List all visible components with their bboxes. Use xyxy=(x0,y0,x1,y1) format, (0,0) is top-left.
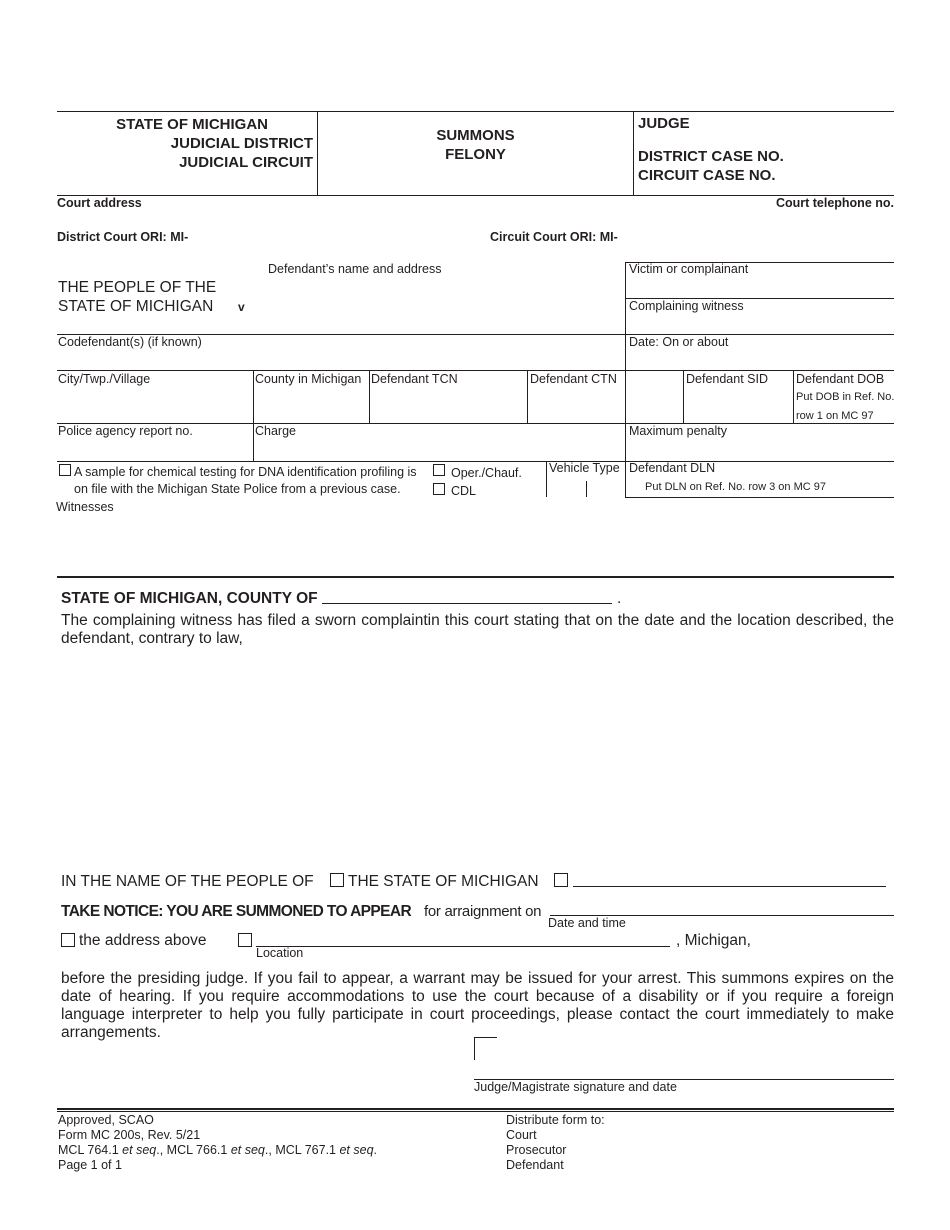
police-report-label: Police agency report no. xyxy=(58,424,193,438)
arraignment-date-time-input[interactable] xyxy=(552,900,892,915)
signature-corner-vertical xyxy=(474,1037,475,1060)
tcn-ctn-divider xyxy=(527,370,528,423)
sid-label: Defendant SID xyxy=(686,372,768,386)
date-label: Date: On or about xyxy=(629,335,729,349)
witnesses-bottom-rule xyxy=(57,576,894,578)
circuit-ori-label: Circuit Court ORI: MI- xyxy=(490,230,618,244)
state-of-michigan-checkbox[interactable] xyxy=(330,873,344,887)
dna-text-line-2: on file with the Michigan State Police from a previous case. xyxy=(74,482,401,496)
codefendant-label: Codefendant(s) (if known) xyxy=(58,335,202,349)
mcl-citation: MCL 764.1 et seq., MCL 766.1 et seq., MCL 767.1 et seq. xyxy=(58,1143,378,1157)
vehicle-type-label: Vehicle Type xyxy=(549,461,620,475)
details-top-rule xyxy=(57,370,894,371)
form-title-felony: FELONY xyxy=(445,146,506,163)
versus-label: v xyxy=(238,300,245,314)
take-notice-label: TAKE NOTICE: YOU ARE SUMMONED TO APPEAR xyxy=(61,903,412,920)
defendant-name-input[interactable] xyxy=(262,280,617,330)
et-seq-a: et seq xyxy=(122,1143,157,1157)
ctn-label: Defendant CTN xyxy=(530,372,617,386)
ctn-input[interactable] xyxy=(530,400,680,416)
vehicle-mid-divider xyxy=(586,481,587,497)
complaint-description-input[interactable] xyxy=(61,655,891,855)
district-ori-label: District Court ORI: MI- xyxy=(57,230,189,244)
footer-rule-top xyxy=(57,1108,894,1110)
court-telephone-label: Court telephone no. xyxy=(775,196,894,210)
signature-area[interactable] xyxy=(476,1040,892,1076)
county-tcn-divider xyxy=(369,370,370,423)
people-line-2: STATE OF MICHIGAN xyxy=(58,298,214,315)
mcl-c: MCL 767.1 xyxy=(275,1143,336,1157)
form-number: Form MC 200s, Rev. 5/21 xyxy=(58,1128,201,1142)
dob-note-2: row 1 on MC 97 xyxy=(796,410,874,422)
people-line-1: THE PEOPLE OF THE xyxy=(58,279,217,296)
distribute-prosecutor: Prosecutor xyxy=(506,1143,567,1157)
codefendant-input[interactable] xyxy=(58,351,618,367)
other-jurisdiction-input[interactable] xyxy=(575,871,884,886)
location-label: Location xyxy=(256,946,304,960)
dln-note: Put DLN on Ref. No. row 3 on MC 97 xyxy=(645,481,826,493)
people-caption xyxy=(58,278,216,316)
address-above-label: the address above xyxy=(79,932,207,949)
charge-label: Charge xyxy=(255,424,296,438)
location-input[interactable] xyxy=(258,931,668,946)
judge-label: JUDGE xyxy=(638,115,690,132)
vehicle-type-input-a[interactable] xyxy=(550,481,584,496)
court-address-label: Court address xyxy=(57,196,142,210)
name-of-people-label: IN THE NAME OF THE PEOPLE OF xyxy=(61,873,314,890)
ctn-sid-divider xyxy=(683,370,684,423)
address-above-checkbox[interactable] xyxy=(61,933,75,947)
district-ori-input[interactable] xyxy=(190,230,480,246)
dna-sample-checkbox[interactable] xyxy=(59,464,71,476)
city-input[interactable] xyxy=(58,400,248,416)
form-title-summons: SUMMONS xyxy=(436,127,515,144)
other-jurisdiction-underline xyxy=(573,886,886,887)
judicial-district-label: JUDICIAL DISTRICT xyxy=(170,135,313,152)
signature-corner-horizontal xyxy=(474,1037,497,1038)
page-number: Page 1 of 1 xyxy=(58,1158,122,1172)
form-title xyxy=(318,126,633,164)
county-underline xyxy=(322,603,612,604)
dob-label: Defendant DOB xyxy=(796,372,885,386)
county-of-input[interactable] xyxy=(324,588,610,603)
county-heading: STATE OF MICHIGAN, COUNTY OF xyxy=(61,590,318,607)
dob-note-1: Put DOB in Ref. No. xyxy=(796,391,895,403)
county-label: County in Michigan xyxy=(255,372,362,386)
footer-left xyxy=(58,1113,377,1173)
dln-label: Defendant DLN xyxy=(629,461,716,475)
county-period: . xyxy=(617,590,622,607)
footer-rule-bottom xyxy=(57,1111,894,1112)
distribute-defendant: Defendant xyxy=(506,1158,564,1172)
complaint-statement: The complaining witness has filed a sworn complaintin this court stating that on the date and the location described, the defendant, contrary to law, xyxy=(61,612,894,647)
mcl-b: MCL 766.1 xyxy=(166,1143,228,1157)
complaining-witness-input[interactable] xyxy=(629,315,891,331)
max-penalty-label: Maximum penalty xyxy=(629,424,727,438)
circuit-case-input[interactable] xyxy=(785,168,890,184)
other-jurisdiction-checkbox[interactable] xyxy=(554,873,568,887)
oper-chauf-checkbox[interactable] xyxy=(433,464,445,476)
circuit-case-label: CIRCUIT CASE NO. xyxy=(638,167,776,184)
state-of-michigan-option: THE STATE OF MICHIGAN xyxy=(348,873,539,890)
charge-input[interactable] xyxy=(256,442,621,458)
court-heading xyxy=(60,115,313,172)
mcl-a: MCL 764.1 xyxy=(58,1143,119,1157)
circuit-ori-input[interactable] xyxy=(620,230,890,246)
victim-label: Victim or complainant xyxy=(629,262,749,276)
distribution-list xyxy=(506,1113,605,1173)
location-underline xyxy=(256,946,670,947)
county-input[interactable] xyxy=(256,400,366,416)
tcn-input[interactable] xyxy=(372,400,522,416)
header-divider-right xyxy=(633,111,634,196)
oper-chauf-label: Oper./Chauf. xyxy=(451,466,522,480)
tcn-label: Defendant TCN xyxy=(371,372,458,386)
location-checkbox[interactable] xyxy=(238,933,252,947)
district-case-label: DISTRICT CASE NO. xyxy=(638,148,784,165)
signature-label: Judge/Magistrate signature and date xyxy=(474,1080,677,1094)
michigan-label: , Michigan, xyxy=(676,932,751,949)
district-case-input[interactable] xyxy=(795,149,890,165)
approved-label: Approved, SCAO xyxy=(58,1113,154,1127)
distribute-heading: Distribute form to: xyxy=(506,1113,605,1127)
date-input[interactable] xyxy=(629,351,891,367)
witnesses-label: Witnesses xyxy=(56,500,114,514)
header-top-rule xyxy=(57,111,894,112)
court-address-input[interactable] xyxy=(57,212,757,228)
right-column-divider xyxy=(625,262,626,498)
dln-bottom-rule xyxy=(625,497,894,498)
et-seq-c: et seq xyxy=(339,1143,374,1157)
date-time-label: Date and time xyxy=(548,916,626,930)
sid-input[interactable] xyxy=(686,400,790,416)
distribute-court: Court xyxy=(506,1128,537,1142)
for-arraignment-label: for arraignment on xyxy=(424,903,542,920)
cdl-label: CDL xyxy=(451,484,477,498)
vehicle-left-divider xyxy=(546,461,547,497)
state-heading: STATE OF MICHIGAN xyxy=(116,116,268,133)
cdl-checkbox[interactable] xyxy=(433,483,445,495)
judge-input[interactable] xyxy=(700,116,890,132)
defendant-name-label: Defendant’s name and address xyxy=(268,262,442,276)
vehicle-type-input-b[interactable] xyxy=(589,481,622,496)
city-county-divider xyxy=(253,370,254,461)
et-seq-b: et seq xyxy=(230,1143,265,1157)
dna-top-rule xyxy=(57,461,894,462)
max-penalty-input[interactable] xyxy=(629,442,891,458)
victim-input[interactable] xyxy=(629,279,891,295)
judicial-circuit-label: JUDICIAL CIRCUIT xyxy=(179,154,313,171)
sid-dob-divider xyxy=(793,370,794,423)
witnesses-input[interactable] xyxy=(57,518,891,572)
police-report-input[interactable] xyxy=(58,442,248,458)
city-label: City/Twp./Village xyxy=(58,372,151,386)
dna-text-line-1: A sample for chemical testing for DNA identification profiling is xyxy=(74,465,417,479)
summons-notice-text: before the presiding judge. If you fail to appear, a warrant may be issued for your arrest. This summons expires on the date of hearing. If you require accommodations to use the court because of a disability or if you require a foreign language interpreter to help you fully participate in court proceedings, please contact the court immediately to make arrangements. xyxy=(61,970,894,1041)
complaining-witness-label: Complaining witness xyxy=(629,299,744,313)
